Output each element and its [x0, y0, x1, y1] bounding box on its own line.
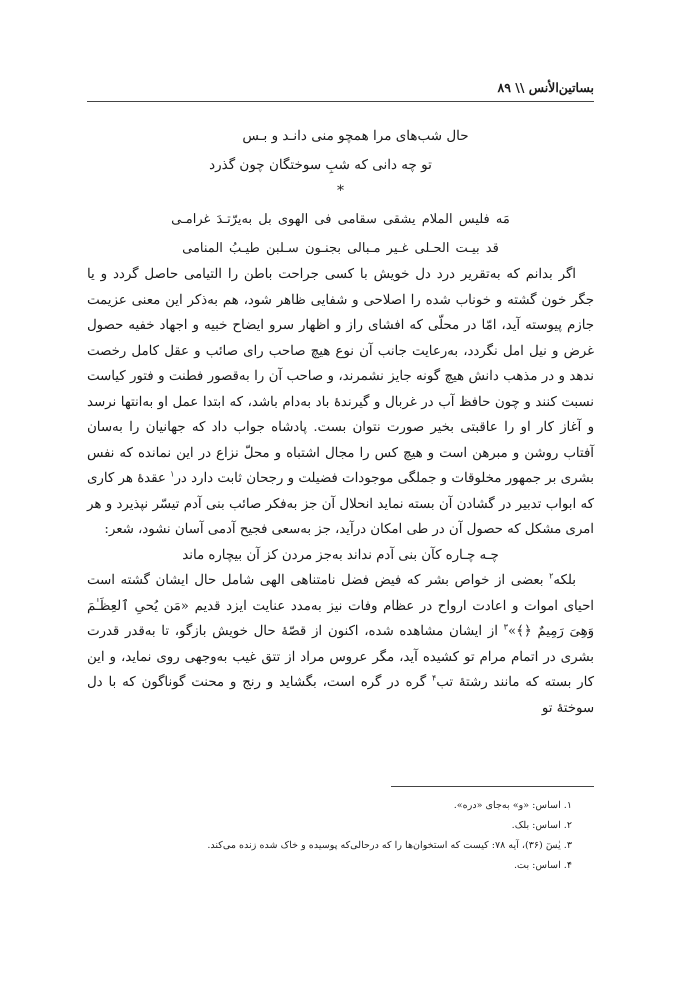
footnotes	[87, 796, 594, 876]
footnote-4: ۴. اساس: بت.	[513, 860, 572, 871]
paragraph-1-continued: عقدهٔ هر کاری که ابواب تدبیر در گشادن آن بسته نماید انحلال آن جز به‌فکر صائب بنی آدم تیسّر نپذیرد و هر امری مشکل که حصول آن در طی امکان درآید، جز به‌سعی فجیح آدمی آسان نشود، شعر:	[87, 471, 594, 537]
paragraph-1-text: اگر بدانم که به‌تقریر درد دل خویش با کسی جراحت باطن را التیامی حاصل گردد و یا جگر خون گشته و خوناب شده را اصلاحی و شفایی ظاهر شود، هم به‌ذکر این معنی عزیمت جازم پیوسته آید، امّا در محلّی که افشای راز و اظهار سرو ایضاح خبیه و اجهاد خفیه حصول غرض و نیل امل نگردد، به‌رعایت جانب آن نوع هیچ صاحب رای صائب و عقل کامل رخصت ندهد و در مذهب دانش هیچ گونه جایز نشمرند، و صاحب آن را به‌قصور فطنت و فتور کیاست نسبت کنند و چون حافظ آب در غربال و گیرندهٔ باد به‌دام باشد، که ابتدا عمل او به‌انتها نرسد و آغاز کار او را عاقبتی بخیر صورت نتوان بست. پادشاه جواب داد که جهانیان را به‌سان آفتاب روشن و مبرهن است و هیچ کس را مجال اشتباه و محلّ نزاع در این نمانده که نفس بشری بر جمهور مخلوقات و جملگی موجودات فضیلت و رجحان ثابت دارد در	[87, 267, 594, 486]
verse-line-3: چـه چـاره کآن بنی آدم نداند به‌جز مردن کز آن بیچاره ماند	[182, 547, 499, 563]
footnote-ref-2: ۲	[549, 571, 554, 581]
footnote-1: ۱. اساس: «و» به‌جای «دره».	[453, 800, 572, 811]
verse-separator: *	[337, 183, 344, 199]
paragraph-2-middle: بعضی از خواص بشر که فیض فضل نامتناهی الهی شامل حال ایشان گشته است احیای اموات و اعادت ارواح در عظام وفات نیز به‌مدد عنایت ایزد قدیم «مَن یُحیِ ٱلعِظَـٰمَ وَهِیَ رَمِیمٌ ﴿﴾»	[87, 573, 595, 639]
footnote-ref-3: ۳	[503, 622, 508, 632]
arabic-verse-2: قد بیـت الحـلی غـیر مـبالی بجنـون سـلبن طیـبُ المنامی	[182, 241, 499, 256]
footnote-ref-1: ۱	[170, 469, 175, 479]
footnote-rule	[391, 786, 594, 787]
paragraph-2-start: بلکه	[553, 573, 576, 588]
paragraph-2-middle-2: از ایشان مشاهده شده، اکنون از قصّهٔ حال خویش بازگو، تا به‌قدر قدرت بشری در اتمام مرام تو کشیده آید، مگر عروس مراد از تتق غیب به‌وجهی روی نماید، و این کار بسته که مانند رشتهٔ تب	[87, 624, 594, 690]
paragraph-2	[87, 568, 594, 721]
verse-line-1: حال شب‌های مرا همچو منی دانـد و بـس	[242, 128, 469, 144]
paragraph-1	[87, 262, 594, 543]
main-text	[87, 262, 594, 721]
footnote-ref-4: ۴	[431, 673, 437, 683]
header-rule	[87, 101, 594, 102]
arabic-verse-1: مَه فلیس الملام یشقی سقامی فی الهوی بل به‌یرّتـدَ غرامـی	[171, 212, 510, 227]
paragraph-2-end: گره در گره است، بگشاید و رنج و محنت گوناگون که با دل سوختهٔ تو	[87, 675, 594, 716]
verse-line-2: تو چه دانی که شبِ سوختگان چون گذرد	[209, 157, 432, 173]
running-head: بساتین‌الأنس \\ ۸۹	[497, 80, 594, 95]
footnote-3: ۳. یٰسٓ (۳۶)، آیه ۷۸: کیست که استخوان‌ها را که درحالی‌که پوسیده و خاک شده زنده می‌کند.	[207, 840, 572, 851]
footnote-2: ۲. اساس: بلک.	[511, 820, 572, 831]
